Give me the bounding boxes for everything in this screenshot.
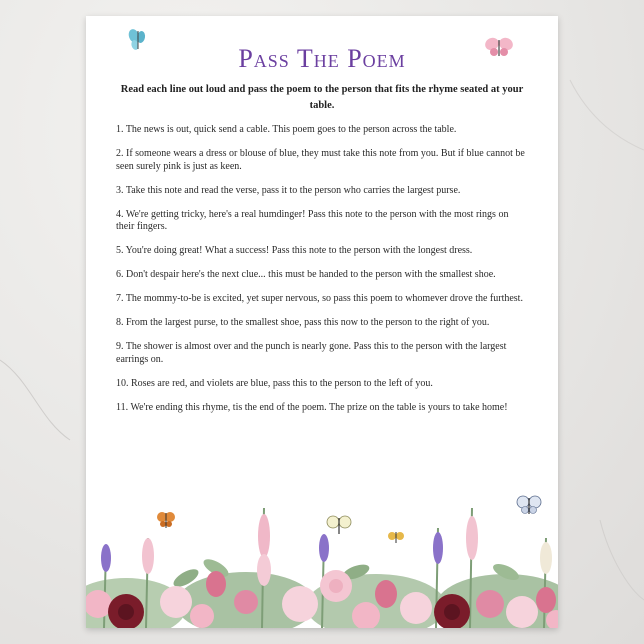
butterfly-icon [484, 36, 514, 58]
butterfly-icon [128, 28, 148, 52]
poem-line: 6. Don't despair here's the next clue... this must be handed to the person with the smallest shoe. [116, 269, 496, 281]
poem-line: 8. From the largest purse, to the smallest shoe, pass this now to the person to the right of you. [116, 317, 490, 329]
poem-line: 1. The news is out, quick send a cable. This poem goes to the person across the table. [116, 124, 457, 135]
poem-line: 4. We're getting tricky, here's a real humdinger! Pass this note to the person with the most rings on their fingers. [116, 208, 509, 233]
poem-line: 10. Roses are red, and violets are blue, pass this to the person to the left of you. [116, 377, 433, 389]
poem-line: 3. Take this note and read the verse, pass it to the person who carries the largest purse. [116, 184, 461, 196]
poem-line: 9. The shower is almost over and the punch is nearly gone. Pass this to the person with the largest earrings on. [116, 341, 507, 365]
poem-line: 5. You're doing great! What a success! Pass this note to the person with the longest dress. [116, 245, 473, 257]
floral-border [86, 508, 558, 628]
poem-card [86, 16, 558, 628]
poem-line: 7. The mommy-to-be is excited, yet super nervous, so pass this poem to whomever drove the furthest. [116, 293, 523, 305]
poem-lines [116, 124, 528, 426]
poem-line: 11. We're ending this rhyme, tis the end of the poem. The prize on the table is yours to take home! [116, 401, 508, 413]
poem-line: 2. If someone wears a dress or blouse of blue, they must take this note from you. But if blue cannot be seen surely pink is just as keen. [116, 147, 525, 172]
intro-text: Read each line out loud and pass the poem to the person that fits the rhyme seated at your table. [120, 84, 524, 111]
page-title: Pass The Poem [238, 44, 406, 73]
